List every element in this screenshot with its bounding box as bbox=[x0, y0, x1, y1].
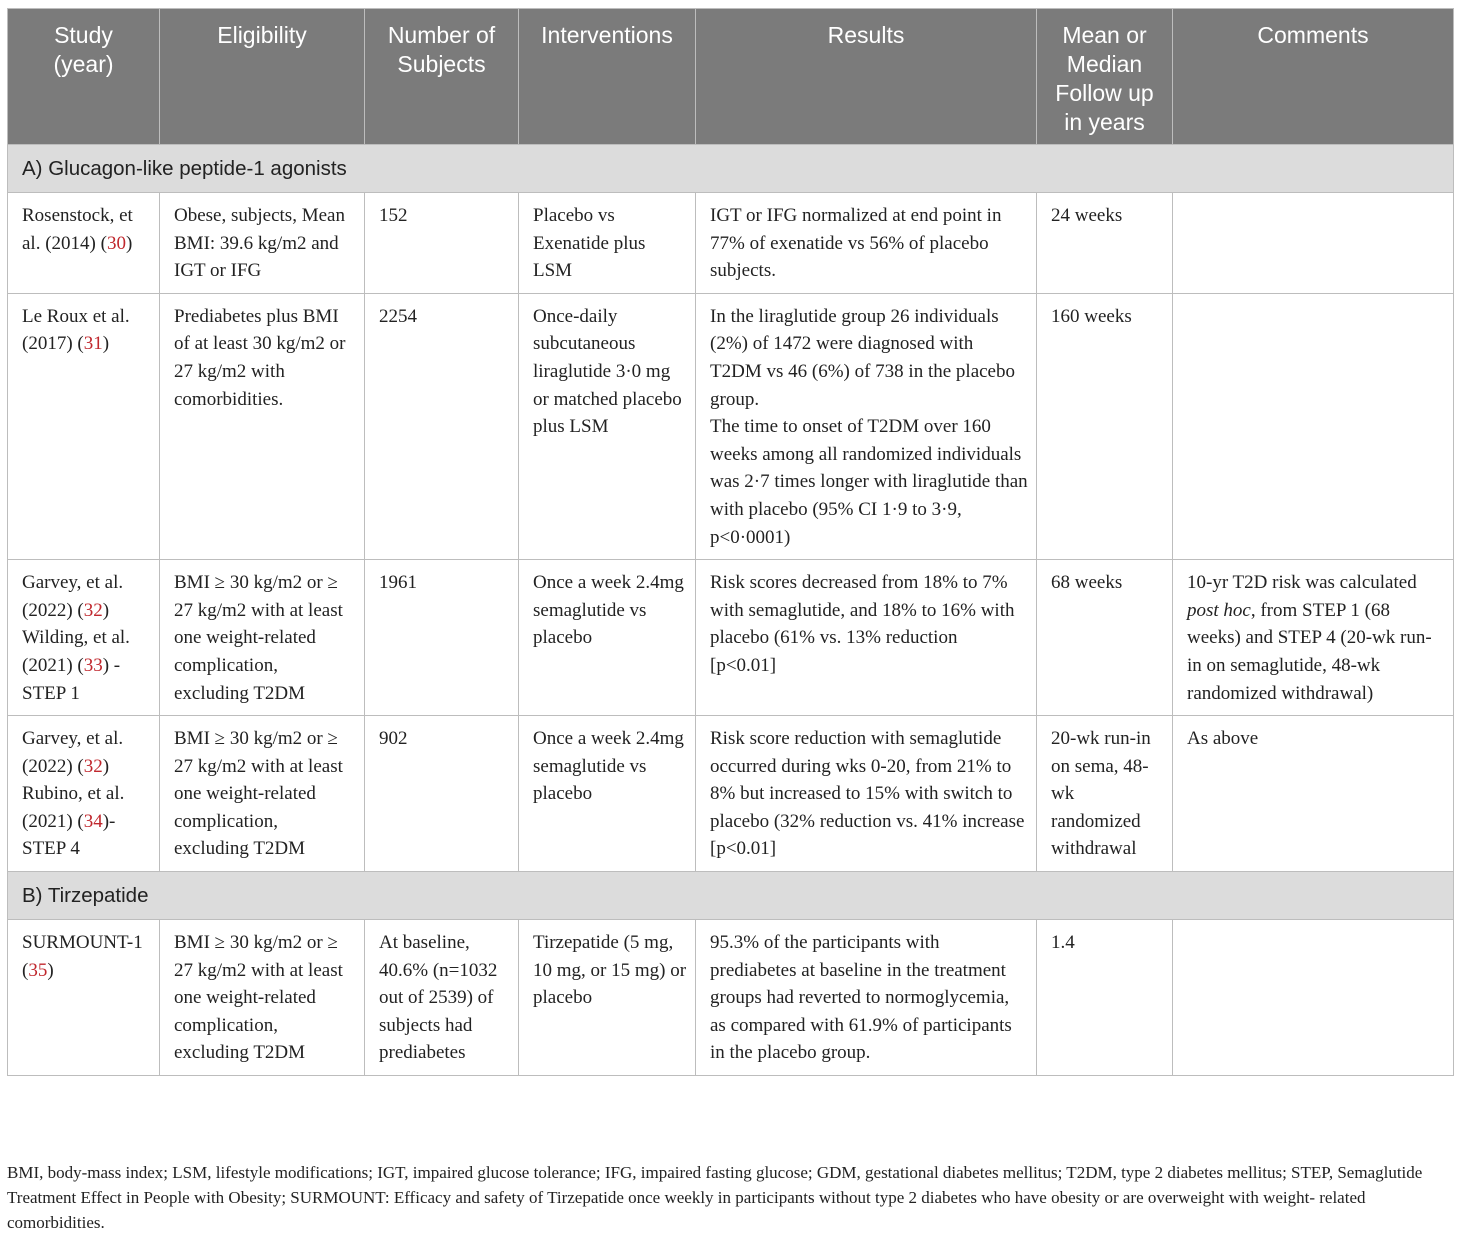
cell-interventions: Once a week 2.4mg semaglutide vs placebo bbox=[519, 560, 696, 716]
table-row bbox=[8, 193, 1454, 294]
cell-interventions: Once-daily subcutaneous liraglutide 3·0 mg or matched placebo plus LSM bbox=[519, 293, 696, 559]
cell-subjects: At baseline, 40.6% (n=1032 out of 2539) of subjects had prediabetes bbox=[365, 920, 519, 1076]
reference-link[interactable]: 33 bbox=[83, 654, 103, 676]
cell-interventions: Placebo vs Exenatide plus LSM bbox=[519, 193, 696, 294]
cell-comments bbox=[1173, 193, 1454, 294]
table-row bbox=[8, 920, 1454, 1076]
cell-study: Garvey, et al. (2022) (32) Wilding, et al. (2021) (33) - STEP 1 bbox=[8, 560, 160, 716]
header-study: Study (year) bbox=[8, 9, 160, 145]
cell-subjects: 2254 bbox=[365, 293, 519, 559]
header-eligibility: Eligibility bbox=[160, 9, 365, 145]
cell-results: 95.3% of the participants with prediabetes at baseline in the treatment groups had reverted to normoglycemia, as compared with 61.9% of participants in the placebo group. bbox=[696, 920, 1037, 1076]
cell-interventions: Once a week 2.4mg semaglutide vs placebo bbox=[519, 716, 696, 872]
cell-study: Garvey, et al. (2022) (32) Rubino, et al. (2021) (34)-STEP 4 bbox=[8, 716, 160, 872]
section-row-b bbox=[8, 872, 1454, 920]
reference-link[interactable]: 35 bbox=[28, 959, 48, 981]
header-subjects: Number of Subjects bbox=[365, 9, 519, 145]
header-results: Results bbox=[696, 9, 1037, 145]
cell-results: Risk score reduction with semaglutide occurred during wks 0-20, from 21% to 8% but increased to 15% with switch to placebo (32% reduction vs. 41% increase [p<0.01] bbox=[696, 716, 1037, 872]
cell-followup: 1.4 bbox=[1037, 920, 1173, 1076]
cell-followup: 20-wk run-in on sema, 48-wk randomized withdrawal bbox=[1037, 716, 1173, 872]
header-row bbox=[8, 9, 1454, 145]
cell-comments bbox=[1173, 293, 1454, 559]
table-row bbox=[8, 560, 1454, 716]
cell-eligibility: BMI ≥ 30 kg/m2 or ≥ 27 kg/m2 with at least one weight-related complication, excluding T2DM bbox=[160, 716, 365, 872]
cell-interventions: Tirzepatide (5 mg, 10 mg, or 15 mg) or placebo bbox=[519, 920, 696, 1076]
cell-study: Rosenstock, et al. (2014) (30) bbox=[8, 193, 160, 294]
cell-study: Le Roux et al. (2017) (31) bbox=[8, 293, 160, 559]
cell-study: SURMOUNT-1 (35) bbox=[8, 920, 160, 1076]
cell-eligibility: Prediabetes plus BMI of at least 30 kg/m2 or 27 kg/m2 with comorbidities. bbox=[160, 293, 365, 559]
header-followup: Mean or Median Follow up in years bbox=[1037, 9, 1173, 145]
cell-subjects: 902 bbox=[365, 716, 519, 872]
cell-comments bbox=[1173, 920, 1454, 1076]
results-paragraph: The time to onset of T2DM over 160 weeks among all randomized individuals was 2·7 times longer with liraglutide than with placebo (95% CI 1·9 to 3·9, p<0·0001) bbox=[710, 416, 1028, 548]
cell-subjects: 152 bbox=[365, 193, 519, 294]
reference-link[interactable]: 34 bbox=[83, 810, 103, 832]
header-interventions: Interventions bbox=[519, 9, 696, 145]
section-title-b: B) Tirzepatide bbox=[8, 872, 1454, 920]
reference-link[interactable]: 30 bbox=[106, 232, 126, 254]
cell-subjects: 1961 bbox=[365, 560, 519, 716]
header-comments: Comments bbox=[1173, 9, 1454, 145]
reference-link[interactable]: 32 bbox=[83, 755, 103, 777]
table-row bbox=[8, 716, 1454, 872]
cell-comments: As above bbox=[1173, 716, 1454, 872]
table-header bbox=[8, 9, 1454, 145]
cell-followup: 68 weeks bbox=[1037, 560, 1173, 716]
cell-results: Risk scores decreased from 18% to 7% with semaglutide, and 18% to 16% with placebo (61% vs. 13% reduction [p<0.01] bbox=[696, 560, 1037, 716]
cell-eligibility: BMI ≥ 30 kg/m2 or ≥ 27 kg/m2 with at least one weight-related complication, excluding T2DM bbox=[160, 560, 365, 716]
section-title-a: A) Glucagon-like peptide-1 agonists bbox=[8, 145, 1454, 193]
cell-results bbox=[696, 293, 1037, 559]
cell-followup: 24 weeks bbox=[1037, 193, 1173, 294]
reference-link[interactable]: 31 bbox=[83, 333, 103, 355]
table-footnote: BMI, body-mass index; LSM, lifestyle modifications; IGT, impaired glucose tolerance; IFG, impaired fasting glucose; GDM, gestational diabetes mellitus; T2DM, type 2 diabetes mellitus; STEP, Semaglutide Treatment Effect in People with Obesity; SURMOUNT: Efficacy and safety of Tirzepatide once weekly in participants without type 2 diabetes who have obesity or are overweight with weight- related comorbidities. bbox=[7, 1163, 1423, 1232]
cell-comments: 10-yr T2D risk was calculated post hoc, from STEP 1 (68 weeks) and STEP 4 (20-wk run-in on semaglutide, 48-wk randomized withdrawal) bbox=[1173, 560, 1454, 716]
table-row bbox=[8, 293, 1454, 559]
cell-results: IGT or IFG normalized at end point in 77% of exenatide vs 56% of placebo subjects. bbox=[696, 193, 1037, 294]
reference-link[interactable]: 32 bbox=[83, 599, 103, 621]
cell-eligibility: Obese, subjects, Mean BMI: 39.6 kg/m2 and IGT or IFG bbox=[160, 193, 365, 294]
cell-followup: 160 weeks bbox=[1037, 293, 1173, 559]
cell-eligibility: BMI ≥ 30 kg/m2 or ≥ 27 kg/m2 with at least one weight-related complication, excluding T2DM bbox=[160, 920, 365, 1076]
study-table bbox=[7, 8, 1454, 1076]
results-paragraph: In the liraglutide group 26 individuals (2%) of 1472 were diagnosed with T2DM vs 46 (6%) of 738 in the placebo group. bbox=[710, 305, 1015, 410]
section-row-a bbox=[8, 145, 1454, 193]
